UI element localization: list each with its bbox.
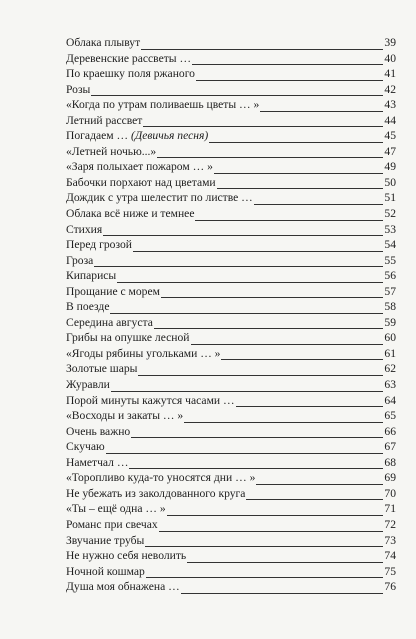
toc-entry-page-number: 58 xyxy=(384,300,396,314)
toc-entry xyxy=(66,517,396,533)
toc-entry-title xyxy=(66,113,143,128)
toc-entry xyxy=(66,408,396,424)
toc-entry-title xyxy=(66,361,138,376)
toc-entry-title-text: Очень важно xyxy=(66,424,131,438)
toc-entry-page-number: 43 xyxy=(384,98,396,112)
toc-entry-title-text: «Восходы и закаты … » xyxy=(66,409,184,423)
toc-entry-title xyxy=(66,66,196,81)
toc-entry-page-number: 52 xyxy=(384,207,396,221)
toc-entry-title-text: Перед грозой xyxy=(66,238,132,252)
table-of-contents xyxy=(66,35,396,595)
toc-entry-page-number: 65 xyxy=(384,409,396,423)
toc-entry-page-number: 49 xyxy=(384,160,396,174)
toc-entry-title xyxy=(66,564,146,579)
toc-entry xyxy=(66,268,396,284)
toc-entry-title-text: Журавли xyxy=(66,378,110,392)
toc-entry-title-text: Дождик с утра шелестит по листве … xyxy=(66,191,253,205)
toc-entry-title xyxy=(66,237,133,252)
toc-entry-title xyxy=(66,253,94,268)
toc-entry-title xyxy=(66,35,141,50)
toc-entry-title-text: Погадаем … xyxy=(66,129,131,143)
toc-entry-title xyxy=(66,222,103,237)
toc-entry-title-text: «Ты – ещё одна … » xyxy=(66,502,166,516)
toc-entry-title xyxy=(66,330,191,345)
toc-entry xyxy=(66,455,396,471)
toc-entry xyxy=(66,439,396,455)
toc-entry-page-number: 42 xyxy=(384,82,396,96)
toc-entry-title-text: Облака плывут xyxy=(66,36,141,49)
toc-entry-page-number: 71 xyxy=(384,502,396,516)
toc-entry-title xyxy=(66,424,131,439)
toc-entry-title-text: «Торопливо куда-то уносятся дни … » xyxy=(66,471,256,485)
toc-entry xyxy=(66,486,396,502)
toc-entry-page-number: 40 xyxy=(384,51,396,65)
toc-leader-line xyxy=(66,95,396,96)
toc-entry-title-text: «Когда по утрам поливаешь цветы … » xyxy=(66,98,260,112)
toc-entry xyxy=(66,346,396,362)
toc-entry xyxy=(66,82,396,98)
toc-entry-page-number: 64 xyxy=(384,393,396,407)
toc-entry-page-number: 44 xyxy=(384,113,396,127)
toc-entry-title xyxy=(66,144,157,159)
toc-leader-line xyxy=(66,266,396,267)
toc-entry-title xyxy=(66,579,181,594)
toc-entry xyxy=(66,222,396,238)
toc-entry xyxy=(66,330,396,346)
toc-entry-title-text: Розы xyxy=(66,82,91,96)
toc-entry-title-text: Деревенские рассветы … xyxy=(66,51,192,65)
toc-entry xyxy=(66,159,396,175)
toc-entry-title xyxy=(66,439,106,454)
toc-entry xyxy=(66,579,396,595)
toc-entry-title xyxy=(66,299,110,314)
toc-entry-page-number: 73 xyxy=(384,533,396,547)
toc-entry xyxy=(66,533,396,549)
toc-entry-title xyxy=(66,82,91,97)
toc-entry xyxy=(66,113,396,129)
toc-entry-title-text: Гроза xyxy=(66,253,94,267)
toc-entry-page-number: 51 xyxy=(384,191,396,205)
toc-entry-title-text: Ночной кошмар xyxy=(66,564,145,578)
toc-entry-title xyxy=(66,159,214,174)
toc-entry-title-text: Стихия xyxy=(66,222,103,236)
toc-entry-title-text: Бабочки порхают над цветами xyxy=(66,175,216,189)
toc-entry-page-number: 66 xyxy=(384,424,396,438)
toc-entry xyxy=(66,564,396,580)
toc-entry-title-text: Кипарисы xyxy=(66,269,117,283)
toc-entry-title-text: «Ягоды рябины угольками … » xyxy=(66,346,221,360)
toc-entry-title-text: Летний рассвет xyxy=(66,113,143,127)
toc-entry-title-text: «Заря полыхает пожаром … » xyxy=(66,160,213,174)
toc-entry xyxy=(66,393,396,409)
toc-entry-title xyxy=(66,377,111,392)
toc-entry xyxy=(66,501,396,517)
toc-entry xyxy=(66,548,396,564)
toc-entry-title-text: Прощание с морем xyxy=(66,284,160,298)
toc-entry-title xyxy=(66,470,256,485)
toc-entry-page-number: 54 xyxy=(384,238,396,252)
toc-entry-title-text: Грибы на опушке лесной xyxy=(66,331,190,345)
toc-entry-page-number: 70 xyxy=(384,486,396,500)
toc-entry-title-text: Не убежать из заколдованного круга xyxy=(66,486,246,500)
toc-entry-page-number: 53 xyxy=(384,222,396,236)
toc-entry xyxy=(66,377,396,393)
toc-entry-page-number: 68 xyxy=(384,455,396,469)
toc-entry xyxy=(66,424,396,440)
toc-entry-title xyxy=(66,393,236,408)
toc-entry xyxy=(66,175,396,191)
toc-entry-page-number: 59 xyxy=(384,315,396,329)
toc-entry xyxy=(66,361,396,377)
toc-leader-line xyxy=(66,391,396,392)
toc-entry xyxy=(66,284,396,300)
toc-entry-page-number: 72 xyxy=(384,517,396,531)
toc-entry-title xyxy=(66,346,221,361)
toc-entry xyxy=(66,97,396,113)
toc-entry-title xyxy=(66,315,154,330)
toc-entry-title-text: Звучание трубы xyxy=(66,533,145,547)
toc-entry xyxy=(66,190,396,206)
toc-entry-page-number: 47 xyxy=(384,144,396,158)
toc-leader-line xyxy=(66,313,396,314)
toc-entry-title-text: По краешку поля ржаного xyxy=(66,67,195,81)
toc-entry-title-text: Облака всё ниже и темнее xyxy=(66,207,195,221)
toc-entry-title xyxy=(66,548,187,563)
toc-entry-title xyxy=(66,51,192,66)
toc-entry-title-text: Порой минуты кажутся часами … xyxy=(66,393,235,407)
toc-entry-title xyxy=(66,268,117,283)
toc-entry-title xyxy=(66,486,246,501)
toc-entry-page-number: 76 xyxy=(384,580,396,594)
toc-entry-page-number: 60 xyxy=(384,331,396,345)
toc-entry-page-number: 55 xyxy=(384,253,396,267)
toc-entry-title xyxy=(66,175,217,190)
toc-entry xyxy=(66,128,396,144)
toc-leader-line xyxy=(66,235,396,236)
toc-entry xyxy=(66,253,396,269)
toc-entry xyxy=(66,66,396,82)
toc-entry xyxy=(66,237,396,253)
toc-entry-subtitle: (Девичья песня) xyxy=(131,129,209,143)
toc-entry-title-text: Золотые шары xyxy=(66,362,138,376)
toc-entry-page-number: 63 xyxy=(384,378,396,392)
toc-entry-page-number: 56 xyxy=(384,269,396,283)
toc-entry-page-number: 75 xyxy=(384,564,396,578)
toc-entry-page-number: 62 xyxy=(384,362,396,376)
toc-entry-page-number: 61 xyxy=(384,346,396,360)
toc-entry-title-text: Не нужно себя неволить xyxy=(66,549,187,563)
toc-entry xyxy=(66,315,396,331)
toc-entry-page-number: 45 xyxy=(384,129,396,143)
toc-entry-title xyxy=(66,206,195,221)
toc-entry-title-text: Душа моя обнажена … xyxy=(66,580,180,594)
toc-entry-title xyxy=(66,455,129,470)
toc-entry xyxy=(66,35,396,51)
toc-entry-title-text: «Летней ночью...» xyxy=(66,144,157,158)
toc-entry-title-text: Скучаю xyxy=(66,440,105,454)
toc-entry-title-text: Середина августа xyxy=(66,315,153,329)
toc-leader-line xyxy=(66,453,396,454)
toc-entry-page-number: 74 xyxy=(384,549,396,563)
toc-entry xyxy=(66,144,396,160)
toc-entry-title-text: Наметчал … xyxy=(66,455,129,469)
toc-entry-page-number: 67 xyxy=(384,440,396,454)
toc-entry-title xyxy=(66,533,145,548)
toc-entry-title xyxy=(66,190,254,205)
toc-entry-title xyxy=(66,284,161,299)
toc-entry xyxy=(66,299,396,315)
toc-entry-page-number: 57 xyxy=(384,284,396,298)
toc-entry-page-number: 41 xyxy=(384,67,396,81)
toc-entry xyxy=(66,206,396,222)
toc-entry-title xyxy=(66,128,209,143)
toc-entry-title-text: Романс при свечах xyxy=(66,517,158,531)
toc-entry xyxy=(66,51,396,67)
toc-entry-title xyxy=(66,408,184,423)
toc-entry-page-number: 69 xyxy=(384,471,396,485)
toc-entry-page-number: 39 xyxy=(384,36,396,49)
toc-entry xyxy=(66,470,396,486)
toc-entry-title xyxy=(66,97,260,112)
toc-entry-title xyxy=(66,501,167,516)
toc-entry-title xyxy=(66,517,159,532)
toc-entry-page-number: 50 xyxy=(384,175,396,189)
toc-entry-title-text: В поезде xyxy=(66,300,110,314)
